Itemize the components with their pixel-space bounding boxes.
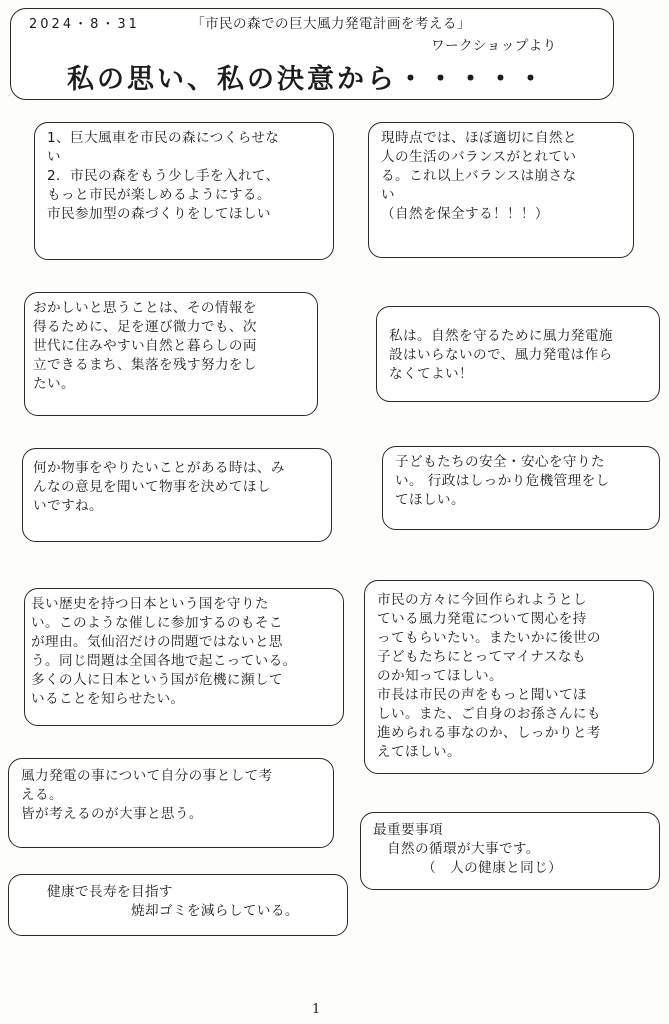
opinion-line: なくてよい！ [389, 366, 473, 382]
page-number: 1 [312, 1002, 321, 1017]
opinion-box [376, 306, 660, 402]
opinion-line: 進められる事なのか、しっかりと考 [377, 725, 601, 741]
opinion-line: いることを知らせたい。 [31, 691, 185, 707]
opinion-line: 設はいらないので、風力発電は作ら [389, 347, 613, 363]
opinion-box [24, 588, 344, 726]
opinion-line: ってもらいたい。またいかに後世の [377, 630, 601, 646]
opinion-line: う。同じ問題は全国各地で起こっている。 [31, 653, 297, 669]
opinion-line: 1、巨大風車を市民の森につくらせな [47, 130, 280, 146]
opinion-line: 得るために、足を運び微力でも、次 [33, 319, 257, 335]
opinion-line: 最重要事項 [373, 822, 443, 838]
opinion-line: 市民参加型の森づくりをしてほしい [47, 206, 271, 222]
opinion-line: （ 人の健康と同じ） [373, 860, 563, 876]
page-title: 私の思い、私の決意から・・・・・ [67, 64, 547, 95]
opinion-box [364, 580, 654, 774]
opinion-line: ている風力発電について関心を持 [377, 611, 587, 627]
opinion-line: 現時点では、ほぼ適切に自然と [381, 130, 577, 146]
opinion-box [34, 122, 334, 260]
opinion-line: 人の生活のバランスがとれてい [381, 149, 577, 165]
opinion-line: いですね。 [33, 498, 103, 514]
opinion-line: い [47, 149, 61, 165]
opinion-line: い。 行政はしっかり危機管理をし [395, 473, 610, 489]
opinion-line: もっと市民が楽しめるようにする。 [47, 187, 271, 203]
opinion-line: しい。また、ご自身のお孫さんにも [377, 706, 601, 722]
opinion-box [22, 448, 332, 542]
opinion-line: える。 [21, 787, 63, 803]
opinion-box [8, 758, 334, 848]
opinion-line: 皆が考えるのが大事と思う。 [21, 806, 203, 822]
opinion-line: 何か物事をやりたいことがある時は、み [33, 460, 285, 476]
opinion-line: 多くの人に日本という国が危機に瀕して [31, 672, 283, 688]
opinion-box [24, 292, 318, 416]
workshop-date: 2024・8・31 [29, 17, 140, 32]
source-label: ワークショップより [431, 38, 557, 54]
opinion-line: 子どもたちの安全・安心を守りた [395, 454, 605, 470]
opinion-line: えてほしい。 [377, 744, 461, 760]
opinion-line: い。このような催しに参加するのもそこ [31, 615, 283, 631]
opinion-line: 市民の方々に今回作られようとし [377, 592, 587, 608]
opinion-line: おかしいと思うことは、その情報を [33, 300, 257, 316]
opinion-line: 健康で長寿を目指す [19, 884, 173, 900]
opinion-line: 長い歴史を持つ日本という国を守りた [31, 596, 269, 612]
opinion-box [368, 122, 634, 258]
opinion-box [8, 874, 348, 936]
opinion-line: てほしい。 [395, 492, 465, 508]
opinion-line: たい。 [33, 376, 75, 392]
opinion-line: 私は。自然を守るために風力発電施 [389, 328, 613, 344]
opinion-line: 市長は市民の声をもっと聞いてほ [377, 687, 587, 703]
opinion-line: （自然を保全する！！！） [381, 206, 549, 222]
header-box [10, 8, 614, 100]
opinion-line: る。これ以上バランスは崩さな [381, 168, 577, 184]
opinion-box [382, 446, 660, 530]
opinion-line: 世代に住みやすい自然と暮らしの両 [33, 338, 257, 354]
opinion-line: 焼却ゴミを減らしている。 [19, 903, 299, 919]
opinion-line: 自然の循環が大事です。 [373, 841, 540, 857]
opinion-line: い [381, 187, 395, 203]
opinion-box [360, 812, 660, 890]
opinion-line: 2．市民の森をもう少し手を入れて、 [47, 168, 280, 184]
opinion-line: のか知ってほしい。 [377, 668, 503, 684]
opinion-line: 立できるまち、集落を残す努力をし [33, 357, 257, 373]
opinion-line: が理由。気仙沼だけの問題ではないと思 [31, 634, 283, 650]
opinion-line: んなの意見を聞いて物事を決めてほし [33, 479, 271, 495]
opinion-line: 風力発電の事について自分の事として考 [21, 768, 273, 784]
opinion-line: 子どもたちにとってマイナスなも [377, 649, 586, 665]
event-title: 「市民の森での巨大風力発電計画を考える」 [191, 16, 471, 32]
